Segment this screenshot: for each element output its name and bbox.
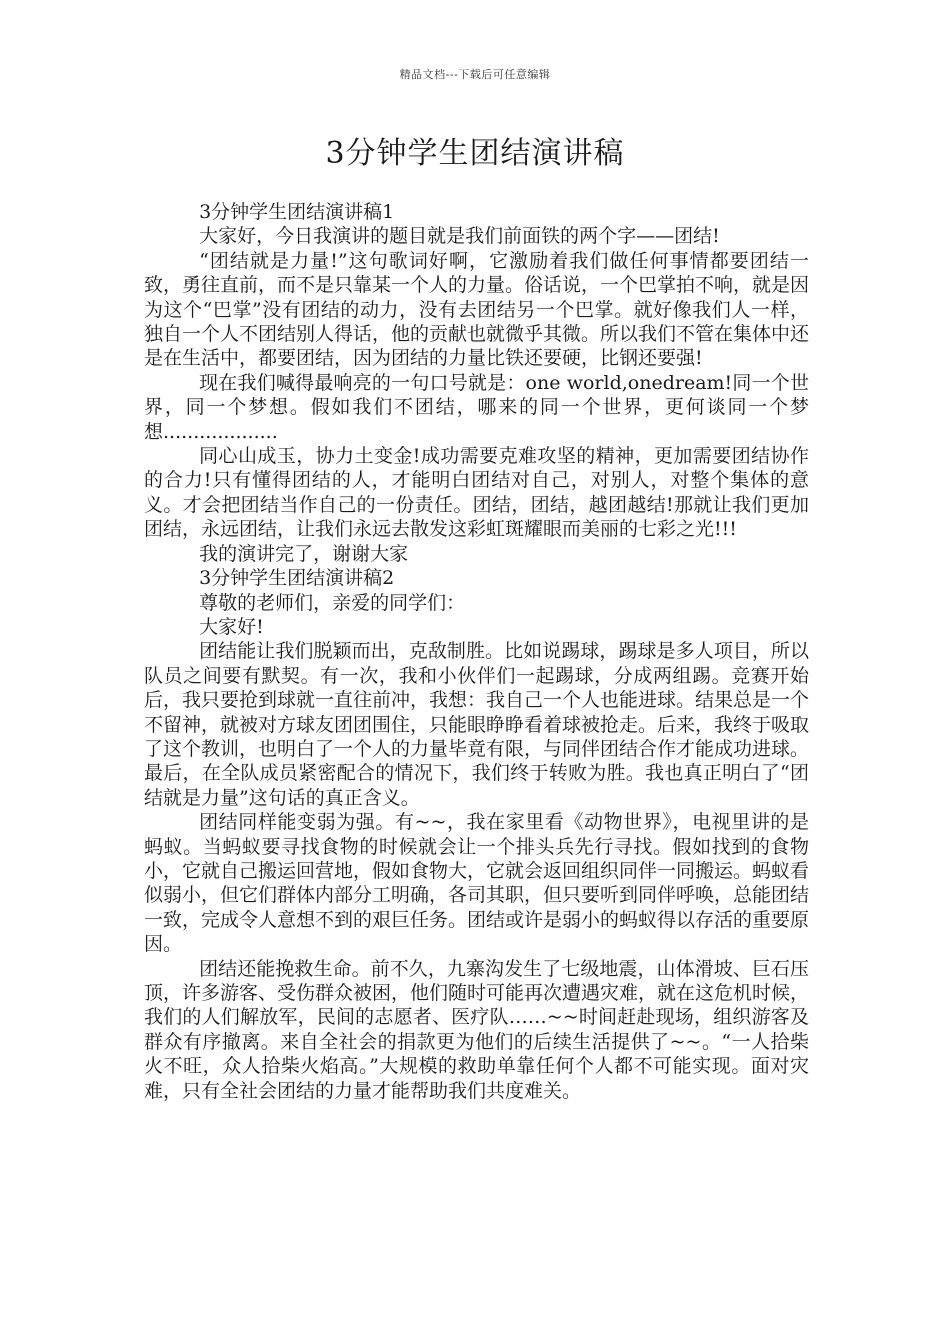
header-note: 精品文档---下载后可任意编辑 bbox=[399, 68, 551, 81]
paragraph: 尊敬的老师们，亲爱的同学们： bbox=[199, 591, 466, 614]
document-title: 3分钟学生团结演讲稿 bbox=[325, 136, 625, 171]
paragraph: “团结就是力量!”这句歌词好啊，它激励着我们做任何事情都要团结一致，勇往直前，而不是只靠某一个人的力量。俗话说，一个巴掌拍不响，就是因为这个“巴掌”没有团结的动力，没有去团结另一个巴掌。就好像我们人一样，独自一个人不团结别人得话，他的贡献也就微乎其微。所以我们不管在集体中还是在生活中，都要团结，因为团结的力量比铁还要硬，比钢还要强! bbox=[144, 249, 810, 370]
paragraph: 团结还能挽救生命。前不久，九寨沟发生了七级地震，山体滑坡、巨石压顶，许多游客、受伤群众被困，他们随时可能再次遭遇灾难，就在这危机时候，我们的人们解放军，民间的志愿者、医疗队……~~时间赶赴现场，组织游客及群众有序撤离。来自全社会的捐款更为他们的后续生活提供了~~。“一人拾柴火不旺，众人拾柴火焰高。”大规模的救助单靠任何个人都不可能实现。面对灾难，只有全社会团结的力量才能帮助我们共度难关。 bbox=[144, 957, 810, 1102]
paragraph: 团结能让我们脱颖而出，克敌制胜。比如说踢球，踢球是多人项目，所以队员之间要有默契。有一次，我和小伙伴们一起踢球，分成两组踢。竞赛开始后，我只要抢到球就一直往前冲，我想：我自己一个人也能进球。结果总是一个不留神，就被对方球友团团围住，只能眼睁睁看着球被抢走。后来，我终于吸取了这个教训，也明白了一个人的力量毕竟有限，与同伴团结合作才能成功进球。最后，在全队成员紧密配合的情况下，我们终于转败为胜。我也真正明白了“团结就是力量”这句话的真正含义。 bbox=[144, 640, 810, 809]
paragraph: 同心山成玉，协力土变金!成功需要克难攻坚的精神，更加需要团结协作的合力!只有懂得团结的人，才能明白团结对自己，对别人，对整个集体的意义。才会把团结当作自己的一份责任。团结，团结，越团越结!那就让我们更加团结，永远团结，让我们永远去散发这彩虹斑耀眼而美丽的七彩之光!!! bbox=[144, 445, 809, 541]
paragraph: 大家好，今日我演讲的题目就是我们前面铁的两个字——团结! bbox=[199, 225, 720, 248]
section-heading-2: 3分钟学生团结演讲稿2 bbox=[199, 567, 395, 590]
paragraph: 现在我们喊得最响亮的一句口号就是：one world,onedream!同一个世界，同一个梦想。假如我们不团结，哪来的同一个世界，更何谈同一个梦想................... bbox=[144, 371, 809, 443]
document-body bbox=[144, 200, 809, 1103]
paragraph: 团结同样能变弱为强。有~~，我在家里看《动物世界》，电视里讲的是蚂蚁。当蚂蚁要寻找食物的时候就会让一个排头兵先行寻找。假如找到的食物小，它就自己搬运回营地，假如食物大，它就会返回组织同伴一同搬运。蚂蚁看似弱小，但它们群体内部分工明确，各司其职，但只要听到同伴呼唤，总能团结一致，完成令人意想不到的艰巨任务。团结或许是弱小的蚂蚁得以存活的重要原因。 bbox=[144, 811, 810, 956]
paragraph: 我的演讲完了，谢谢大家 bbox=[199, 542, 409, 565]
section-heading-1: 3分钟学生团结演讲稿1 bbox=[199, 201, 395, 223]
paragraph: 大家好! bbox=[199, 615, 264, 638]
